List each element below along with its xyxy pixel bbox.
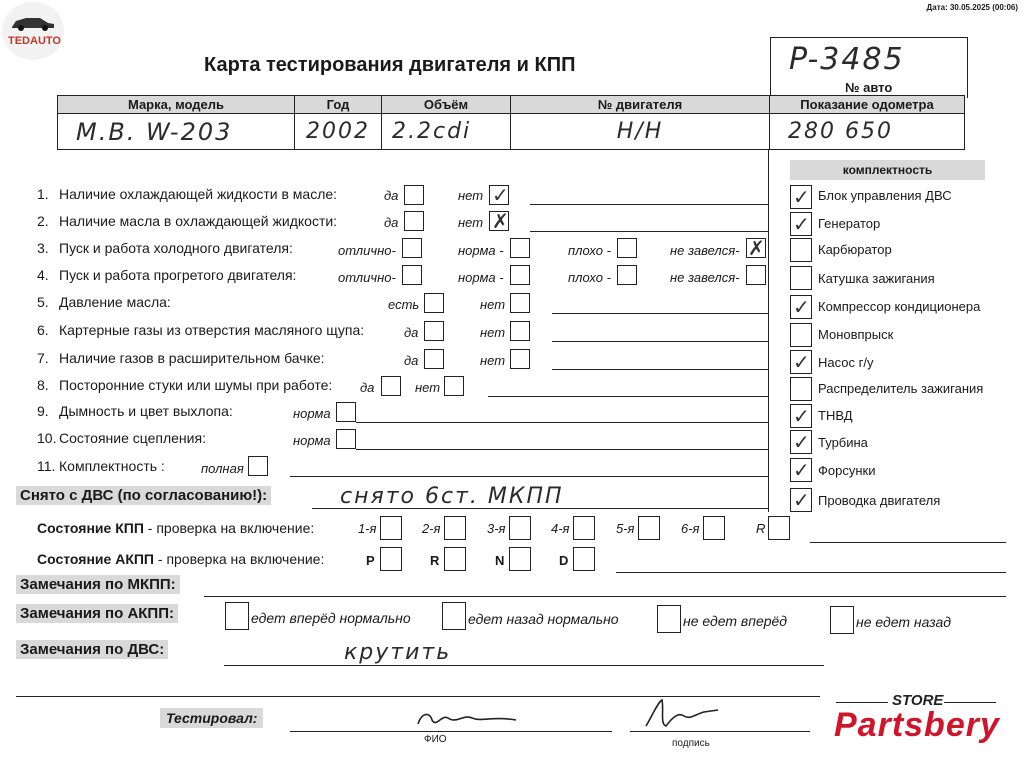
check-4-normal-box[interactable] xyxy=(510,265,530,285)
completeness-item-6-box[interactable] xyxy=(790,323,812,347)
akpp-line xyxy=(616,572,1006,573)
completeness-item-4-box[interactable] xyxy=(790,266,812,290)
check-8-yes-box[interactable] xyxy=(381,376,401,396)
check-1-opt-no: нет xyxy=(458,188,484,203)
akpp-label-bold: Состояние АКПП xyxy=(37,551,154,567)
page-title: Карта тестирования двигателя и КПП xyxy=(204,54,576,76)
model-value: M.B. W-203 xyxy=(58,114,295,150)
check-2-line xyxy=(530,231,768,232)
completeness-item-4-label: Катушка зажигания xyxy=(818,271,935,286)
dvs-remarks-line xyxy=(224,665,824,666)
check-4-bad-box[interactable] xyxy=(617,265,637,285)
check-5-opt-no: нет xyxy=(480,297,506,312)
kpp-line xyxy=(810,542,1006,543)
check-1-yes-box[interactable] xyxy=(404,185,424,205)
check-8-number: 8. xyxy=(37,377,49,393)
completeness-item-5-mark-icon: ✓ xyxy=(793,295,810,319)
completeness-item-10-label: Турбина xyxy=(818,435,868,450)
completeness-item-7-mark-icon: ✓ xyxy=(793,350,810,374)
check-7-opt-no: нет xyxy=(480,353,506,368)
check-1-line xyxy=(530,204,768,205)
kpp-gear-5-box[interactable] xyxy=(638,516,660,540)
check-5-no-box[interactable] xyxy=(510,293,530,313)
check-11-text: Комплектность : xyxy=(59,458,165,474)
vehicle-info-table xyxy=(57,95,965,150)
akpp-label-rest: - проверка на включение: xyxy=(154,551,325,567)
kpp-gear-4-box[interactable] xyxy=(573,516,595,540)
check-2-text: Наличие масла в охлаждающей жидкости: xyxy=(59,213,338,229)
completeness-item-6-label: Моновпрыск xyxy=(818,327,894,342)
check-4-opt-normal: норма - xyxy=(458,270,504,285)
akpp-gear-p-label: P xyxy=(366,553,375,568)
akpp-reverse-normal-box[interactable] xyxy=(442,602,466,630)
check-10-opt-normal: норма xyxy=(293,433,331,448)
date-stamp: Дата: 30.05.2025 (00:06) xyxy=(926,3,1018,12)
kpp-gear-r-box[interactable] xyxy=(768,516,790,540)
check-5-number: 5. xyxy=(37,294,49,310)
kpp-gear-2-label: 2-я xyxy=(422,521,441,536)
dvs-remarks-value: крутить xyxy=(344,640,452,665)
odometer-value: 280 650 xyxy=(770,114,965,150)
check-2-opt-yes: да xyxy=(384,215,399,230)
check-7-yes-box[interactable] xyxy=(424,349,444,369)
completeness-item-8-box[interactable] xyxy=(790,377,812,401)
mkpp-remarks-label: Замечания по МКПП: xyxy=(16,575,180,594)
completeness-item-12-mark-icon: ✓ xyxy=(793,488,810,512)
check-5-yes-box[interactable] xyxy=(424,293,444,313)
removed-line xyxy=(312,508,768,509)
fio-scribble xyxy=(412,706,522,732)
vehicle-number-label: № авто xyxy=(845,80,893,95)
check-7-line xyxy=(552,369,768,370)
check-4-opt-bad: плохо - xyxy=(568,270,611,285)
check-4-excellent-box[interactable] xyxy=(402,265,422,285)
tested-label: Тестировал: xyxy=(160,708,263,728)
akpp-gear-p-box[interactable] xyxy=(380,547,402,571)
check-3-text: Пуск и работа холодного двигателя: xyxy=(59,240,293,256)
akpp-label xyxy=(37,551,324,567)
check-3-bad-box[interactable] xyxy=(617,238,637,258)
check-4-number: 4. xyxy=(37,267,49,283)
completeness-item-9-label: ТНВД xyxy=(818,408,853,423)
completeness-item-10-mark-icon: ✓ xyxy=(793,430,810,454)
completeness-item-1-mark-icon: ✓ xyxy=(793,185,810,209)
check-3-normal-box[interactable] xyxy=(510,238,530,258)
check-6-yes-box[interactable] xyxy=(424,321,444,341)
year-header: Год xyxy=(295,96,382,114)
model-header: Марка, модель xyxy=(58,96,295,114)
check-7-text: Наличие газов в расширительном бачке: xyxy=(59,350,325,366)
mkpp-remarks-line xyxy=(204,596,1006,597)
completeness-item-3-label: Карбюратор xyxy=(818,242,892,257)
check-10-line xyxy=(356,449,768,450)
check-6-no-box[interactable] xyxy=(510,321,530,341)
completeness-item-3-box[interactable] xyxy=(790,238,812,262)
check-2-yes-box[interactable] xyxy=(404,211,424,231)
completeness-item-9-mark-icon: ✓ xyxy=(793,404,810,428)
check-8-no-box[interactable] xyxy=(444,376,464,396)
vehicle-number-value: P-3485 xyxy=(789,42,905,77)
check-7-opt-yes: да xyxy=(404,353,419,368)
tedauto-logo xyxy=(2,2,64,60)
check-1-opt-yes: да xyxy=(384,188,399,203)
check-5-opt-yes: есть xyxy=(388,297,420,312)
akpp-not-forward-label: не едет вперёд xyxy=(683,613,788,629)
akpp-gear-n-box[interactable] xyxy=(509,547,531,571)
check-10-number: 10. xyxy=(37,430,57,446)
completeness-item-5-label: Компрессор кондиционера xyxy=(818,299,981,314)
akpp-gear-n-label: N xyxy=(495,553,505,568)
check-9-text: Дымность и цвет выхлопа: xyxy=(59,403,233,419)
check-8-opt-yes: да xyxy=(360,380,375,395)
check-2-opt-no: нет xyxy=(458,215,484,230)
volume-value: 2.2cdi xyxy=(382,114,511,150)
akpp-reverse-normal-label: едет назад нормально xyxy=(468,611,619,627)
kpp-label-rest: - проверка на включение: xyxy=(143,520,315,536)
check-9-opt-normal: норма xyxy=(293,406,331,421)
kpp-gear-3-label: 3-я xyxy=(487,521,506,536)
check-9-normal-box[interactable] xyxy=(336,402,356,422)
akpp-forward-normal-box[interactable] xyxy=(225,602,249,630)
check-11-opt-full: полная xyxy=(201,461,244,476)
akpp-remarks-label: Замечания по АКПП: xyxy=(16,604,178,623)
check-4-not-started-box[interactable] xyxy=(746,265,766,285)
kpp-gear-2-box[interactable] xyxy=(444,516,466,540)
check-6-opt-yes: да xyxy=(404,325,419,340)
header-vertical-line xyxy=(768,150,769,512)
vehicle-number-box xyxy=(770,37,968,98)
kpp-gear-1-label: 1-я xyxy=(358,521,377,536)
volume-header: Объём xyxy=(382,96,511,114)
completeness-title: комплектность xyxy=(790,160,985,180)
completeness-item-7-label: Насос г/у xyxy=(818,355,874,370)
odometer-header: Показание одометра xyxy=(770,96,965,114)
check-8-opt-no: нет xyxy=(415,380,441,395)
check-5-line xyxy=(552,313,768,314)
check-7-number: 7. xyxy=(37,350,49,366)
completeness-item-11-label: Форсунки xyxy=(818,463,876,478)
check-3-number: 3. xyxy=(37,240,49,256)
check-1-text: Наличие охлаждающей жидкости в масле: xyxy=(59,186,338,202)
car-icon xyxy=(10,14,56,32)
akpp-not-forward-box[interactable] xyxy=(657,605,681,633)
check-3-not-started-mark-icon: ✗ xyxy=(748,236,765,260)
partsbery-store-line-right xyxy=(944,702,996,703)
kpp-gear-3-box[interactable] xyxy=(509,516,531,540)
kpp-gear-6-box[interactable] xyxy=(703,516,725,540)
check-6-opt-no: нет xyxy=(480,325,506,340)
check-4-text: Пуск и работа прогретого двигателя: xyxy=(59,267,297,283)
engine-number-header: № двигателя xyxy=(511,96,770,114)
check-4-opt-excellent: отлично- xyxy=(338,270,396,285)
removed-label: Снято с ДВС (по согласованию!): xyxy=(16,486,271,505)
year-value: 2002 xyxy=(295,114,382,150)
fio-caption: ФИО xyxy=(424,734,447,745)
kpp-gear-6-label: 6-я xyxy=(681,521,700,536)
completeness-item-11-mark-icon: ✓ xyxy=(793,458,810,482)
completeness-item-2-mark-icon: ✓ xyxy=(793,212,810,236)
akpp-forward-normal-label: едет вперёд нормально xyxy=(251,610,411,626)
completeness-item-2-label: Генератор xyxy=(818,216,881,231)
kpp-label xyxy=(37,520,314,536)
akpp-gear-d-box[interactable] xyxy=(573,547,595,571)
check-2-no-mark-icon: ✗ xyxy=(492,209,509,233)
check-3-opt-excellent: отлично- xyxy=(338,243,396,258)
check-11-line xyxy=(290,476,768,477)
check-9-line xyxy=(356,422,768,423)
check-6-line xyxy=(552,341,768,342)
completeness-item-1-label: Блок управления ДВС xyxy=(818,188,952,203)
kpp-gear-4-label: 4-я xyxy=(551,521,570,536)
akpp-not-reverse-box[interactable] xyxy=(830,606,854,634)
check-11-number: 11. xyxy=(37,458,56,474)
check-3-opt-not-started: не завелся- xyxy=(670,243,740,258)
check-1-no-mark-icon: ✓ xyxy=(492,183,509,207)
engine-number-value: H/H xyxy=(511,114,770,150)
check-3-opt-bad: плохо - xyxy=(568,243,611,258)
check-10-text: Состояние сцепления: xyxy=(59,430,206,446)
check-3-opt-normal: норма - xyxy=(458,243,504,258)
akpp-not-reverse-label: не едет назад xyxy=(856,614,951,630)
kpp-label-bold: Состояние КПП xyxy=(37,520,144,536)
akpp-gear-r-label: R xyxy=(430,553,440,568)
check-8-text: Посторонние стуки или шумы при работе: xyxy=(59,377,333,393)
check-5-text: Давление масла: xyxy=(59,294,171,310)
tedauto-logo-text: TEDAUTO xyxy=(8,35,61,47)
completeness-item-12-label: Проводка двигателя xyxy=(818,493,941,508)
check-8-line xyxy=(488,396,768,397)
check-10-normal-box[interactable] xyxy=(336,429,356,449)
check-1-number: 1. xyxy=(37,186,49,202)
signature-scribble xyxy=(642,696,722,732)
removed-value: снято 6ст. МКПП xyxy=(340,484,564,509)
check-4-opt-not-started: не завелся- xyxy=(670,270,740,285)
kpp-gear-1-box[interactable] xyxy=(380,516,402,540)
kpp-gear-r-label: R xyxy=(756,521,766,536)
check-2-number: 2. xyxy=(37,213,49,229)
akpp-gear-r-box[interactable] xyxy=(444,547,466,571)
akpp-gear-d-label: D xyxy=(559,553,569,568)
partsbery-brand-text: Partsbery xyxy=(834,706,1000,744)
check-7-no-box[interactable] xyxy=(510,349,530,369)
kpp-gear-5-label: 5-я xyxy=(616,521,635,536)
check-3-excellent-box[interactable] xyxy=(402,238,422,258)
signature-caption: подпись xyxy=(672,738,710,749)
partsbery-store-text: STORE xyxy=(892,692,944,709)
partsbery-store-line-left xyxy=(836,702,888,703)
check-9-number: 9. xyxy=(37,403,49,419)
partsbery-logo xyxy=(820,678,1020,764)
check-6-text: Картерные газы из отверстия масляного щупа: xyxy=(59,322,365,338)
completeness-item-8-label: Распределитель зажигания xyxy=(818,381,984,396)
dvs-remarks-label: Замечания по ДВС: xyxy=(16,640,168,659)
check-6-number: 6. xyxy=(37,322,49,338)
check-11-full-box[interactable] xyxy=(248,456,268,476)
